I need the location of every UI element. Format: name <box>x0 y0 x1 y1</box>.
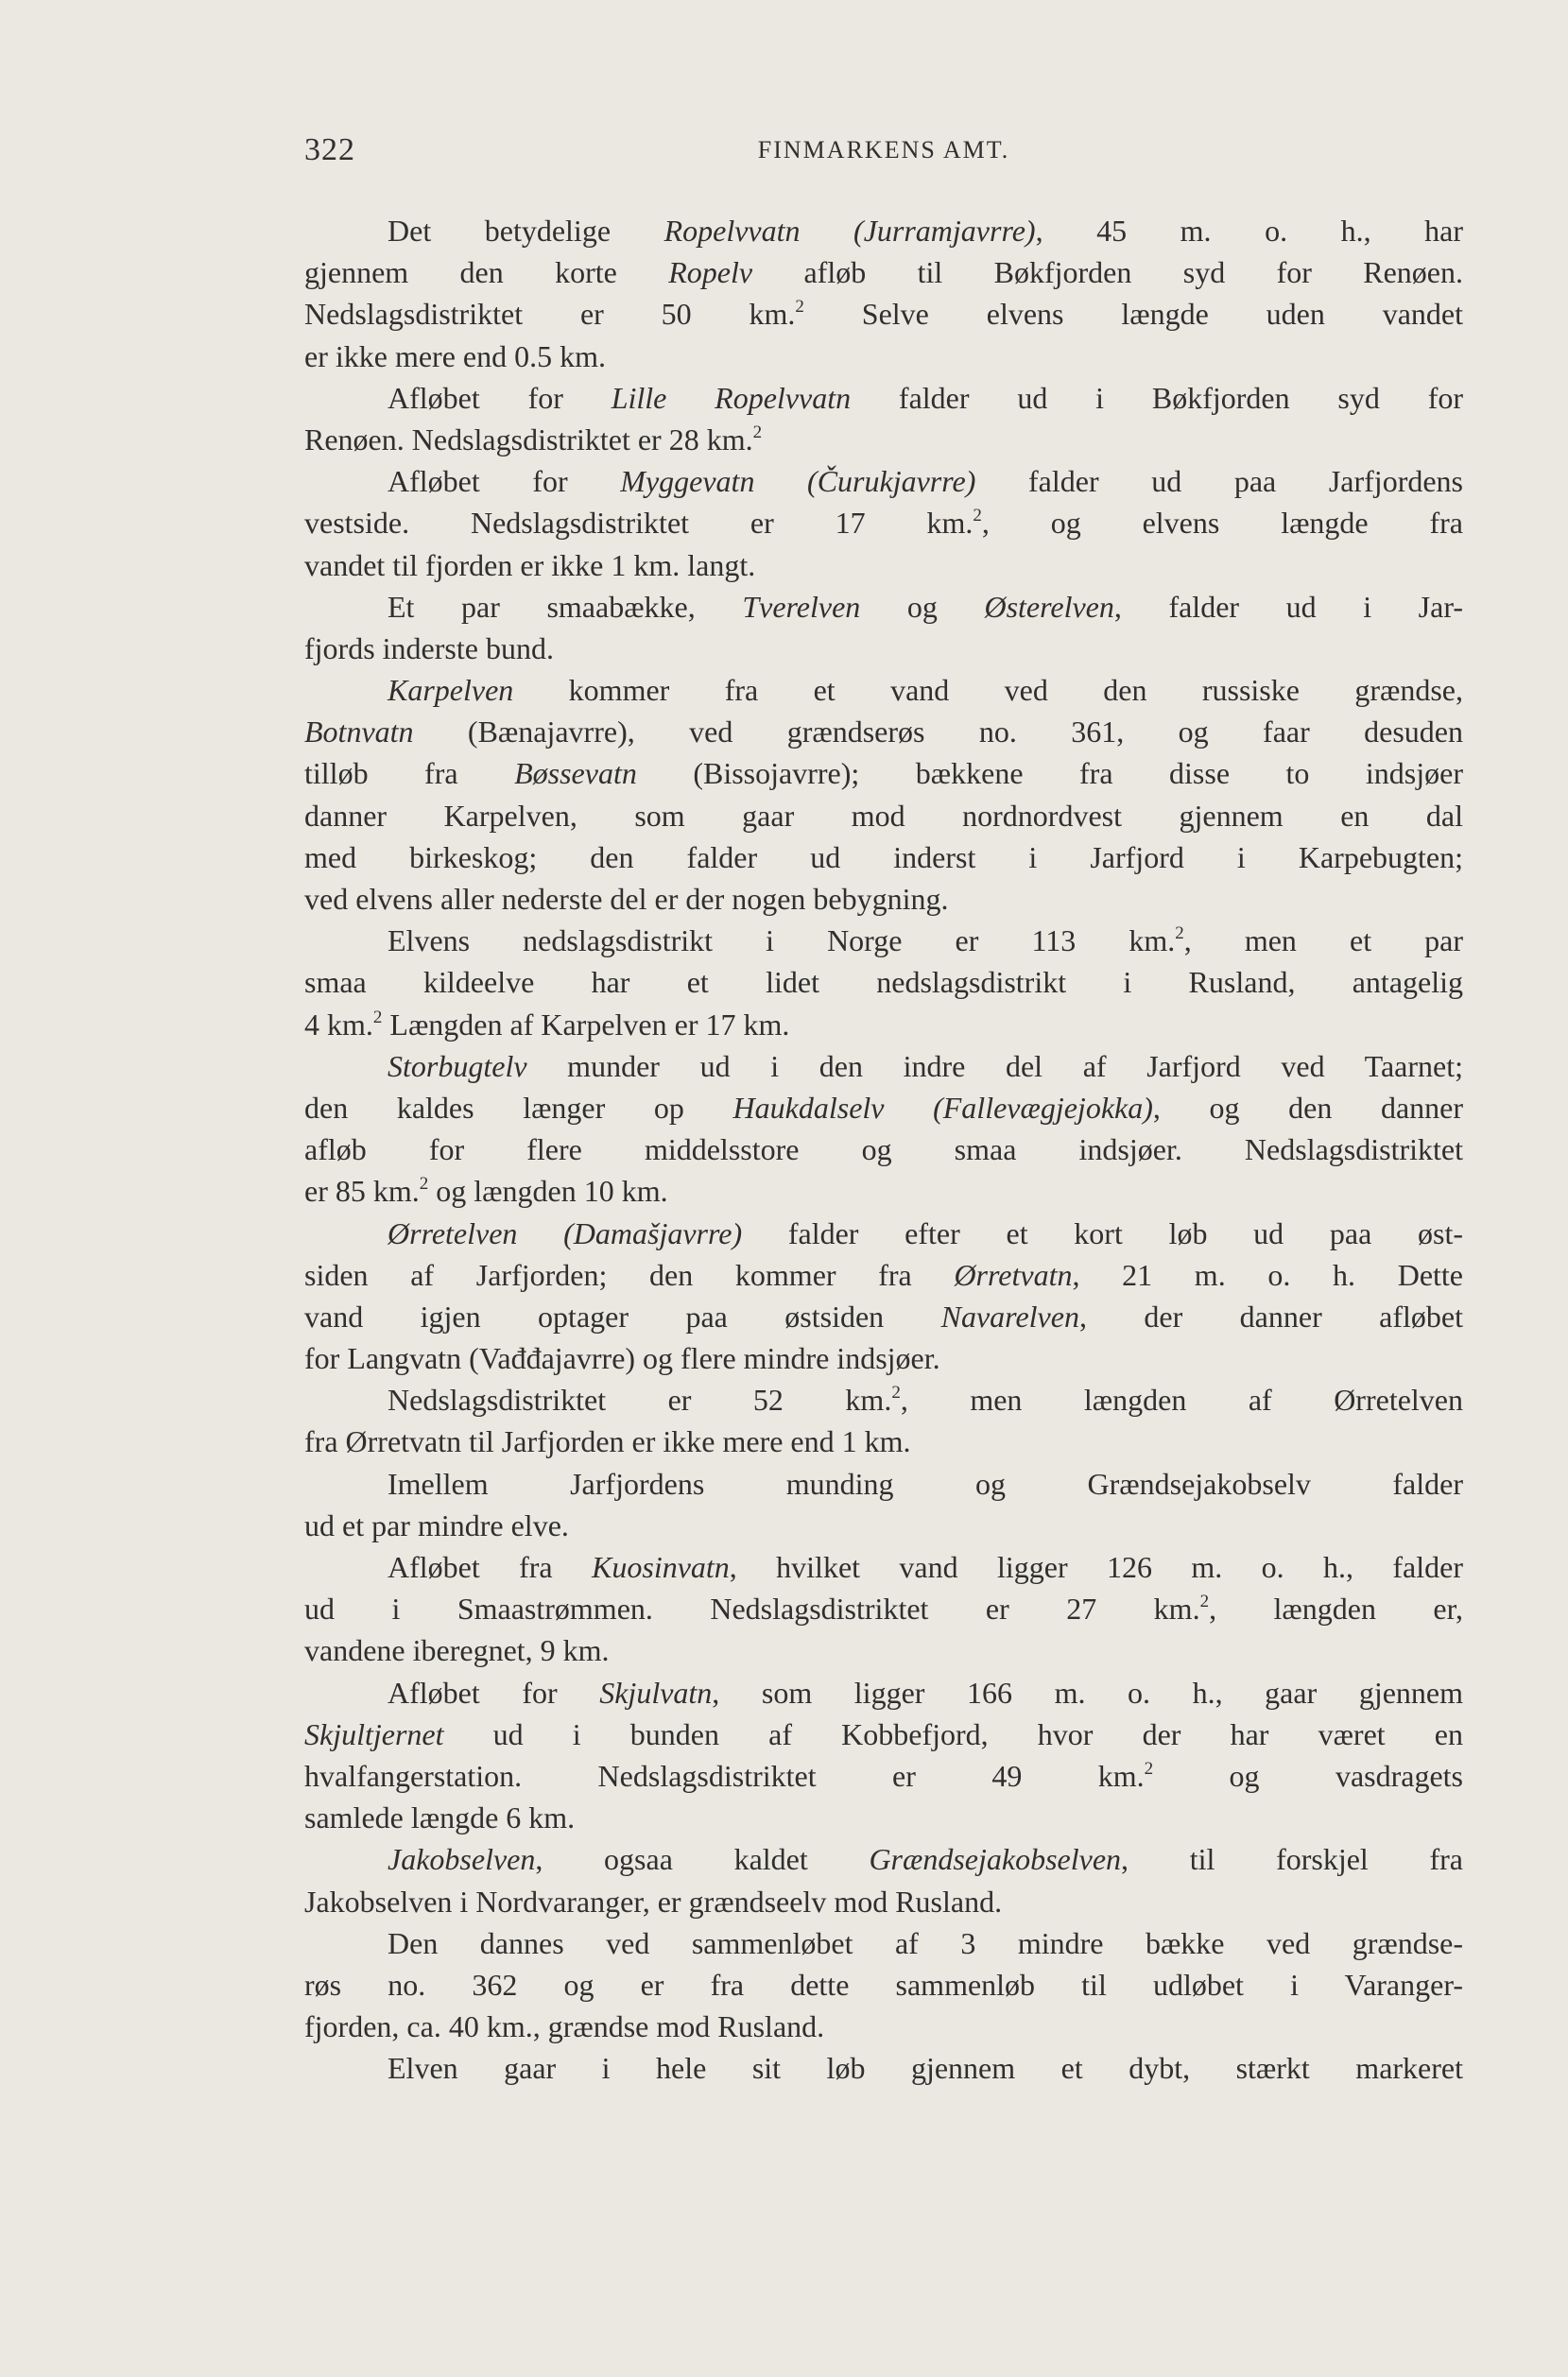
text-segment: fra Ørretvatn til Jarfjorden er ikke mere end 1 km. <box>304 1424 911 1459</box>
italic-name: Ropelvvatn (Jurramjavrre) <box>663 214 1036 248</box>
text-line <box>304 1379 1463 1421</box>
text-segment: vandene iberegnet, 9 km. <box>304 1633 610 1668</box>
text-line <box>304 419 1463 460</box>
text-segment: Afløbet for <box>388 464 621 499</box>
text-line <box>304 1505 1463 1546</box>
text-segment: Afløbet fra <box>388 1550 593 1584</box>
text-segment: danner Karpelven, som gaar mod nordnordvest gjennem en dal <box>304 798 1463 833</box>
italic-name: Navarelven <box>940 1299 1079 1334</box>
text-segment: falder ud paa Jarfjordens <box>975 464 1463 499</box>
superscript: 2 <box>372 1007 383 1027</box>
italic-name: Tverelven <box>742 589 861 624</box>
text-segment: ved elvens aller nederste del er der nogen bebygning. <box>304 882 949 916</box>
text-line <box>304 210 1463 251</box>
text-segment: samlede længde 6 km. <box>304 1800 576 1835</box>
italic-name: Jakobselven <box>388 1842 536 1877</box>
text-segment: , som ligger 166 m. o. h., gaar gjennem <box>712 1675 1464 1710</box>
text-segment: gjennem den korte <box>304 255 669 290</box>
text-segment: med birkeskog; den falder ud inderst i Jarfjord i Karpebugten; <box>304 839 1463 874</box>
text-line <box>304 1004 1463 1045</box>
text-line <box>304 2047 1463 2089</box>
text-segment: den kaldes længer op <box>304 1090 733 1125</box>
text-segment: ud i bunden af Kobbefjord, hvor der har været en <box>443 1716 1463 1751</box>
text-segment: for Langvatn (Vađđajavrre) og flere mindre indsjøer. <box>304 1341 940 1376</box>
text-segment: ud i Smaastrømmen. Nedslagsdistriktet er 27 km. <box>304 1592 1200 1627</box>
text-line <box>304 1463 1463 1505</box>
text-segment: Elven gaar i hele sit løb gjennem et dybt, stærkt markeret <box>388 2051 1463 2086</box>
italic-name: Ørretelven (Damašjavrre) <box>388 1215 743 1250</box>
text-segment: Nedslagsdistriktet er 52 km. <box>388 1383 892 1418</box>
text-line <box>304 1672 1463 1714</box>
italic-name: Ørretvatn <box>954 1257 1073 1292</box>
italic-name: Skjultjernet <box>304 1716 444 1751</box>
text-segment: Selve elvens længde uden vandet <box>803 297 1464 332</box>
text-segment: Jakobselven i Nordvaranger, er grændseelv mod Rusland. <box>304 1884 1003 1919</box>
text-line <box>304 1337 1463 1379</box>
text-segment: Nedslagsdistriktet er 50 km. <box>304 297 796 332</box>
text-line <box>304 2006 1463 2047</box>
italic-name: Kuosinvatn <box>592 1550 730 1584</box>
text-line <box>304 711 1463 752</box>
text-segment: vestside. Nedslagsdistriktet er 17 km. <box>304 506 974 541</box>
text-segment: er ikke mere end 0.5 km. <box>304 338 606 373</box>
text-line <box>304 1881 1463 1922</box>
italic-name: Grændsejakobselven <box>869 1842 1122 1877</box>
text-line <box>304 669 1463 711</box>
text-segment: tilløb fra <box>304 756 515 791</box>
text-segment: , til forskjel fra <box>1121 1842 1464 1877</box>
text-segment: (Bænajavrre), ved grændserøs no. 361, og faar desuden <box>413 715 1463 749</box>
text-line <box>304 1922 1463 1964</box>
text-line <box>304 752 1463 794</box>
italic-name: Storbugtelv <box>388 1048 527 1083</box>
text-segment: , men et par <box>1183 923 1464 958</box>
text-segment: falder ud i Bøkfjorden syd for <box>851 380 1463 415</box>
text-line <box>304 336 1463 377</box>
text-segment: Afløbet for <box>388 380 612 415</box>
text-line <box>304 1714 1463 1755</box>
text-segment: og <box>860 589 985 624</box>
italic-name: Botnvatn <box>304 715 414 749</box>
text-segment: , hvilket vand ligger 126 m. o. h., falder <box>729 1550 1464 1584</box>
text-segment: Den dannes ved sammenløbet af 3 mindre bække ved grændse- <box>388 1925 1463 1960</box>
text-line <box>304 1087 1463 1128</box>
text-line <box>304 1838 1463 1880</box>
text-segment: afløb for flere middelsstore og smaa indsjøer. Nedslagsdistriktet <box>304 1132 1463 1167</box>
italic-name: Myggevatn (Čurukjavrre) <box>620 464 976 499</box>
text-line <box>304 1213 1463 1254</box>
text-segment: kommer fra et vand ved den russiske grændse, <box>513 673 1463 708</box>
text-line <box>304 1045 1463 1087</box>
text-segment: fjorden, ca. 40 km., grændse mod Rusland. <box>304 2009 825 2044</box>
italic-name: Karpelven <box>388 673 514 708</box>
italic-name: Lille Ropelvvatn <box>611 380 852 415</box>
italic-name: Ropelv <box>668 255 753 290</box>
page-number: 322 <box>304 132 355 167</box>
text-segment: , der danner afløbet <box>1078 1299 1464 1334</box>
page-header <box>304 132 1463 170</box>
body-text <box>304 210 1463 2089</box>
text-segment: og længden 10 km. <box>428 1174 668 1209</box>
text-segment: vand igjen optager paa østsiden <box>304 1299 941 1334</box>
text-segment: falder efter et kort løb ud paa øst- <box>742 1215 1464 1250</box>
text-segment: fjords inderste bund. <box>304 630 554 665</box>
text-line <box>304 460 1463 502</box>
text-line <box>304 1629 1463 1671</box>
running-title: FINMARKENS AMT. <box>757 136 1010 164</box>
text-segment: røs no. 362 og er fra dette sammenløb til udløbet i Varanger- <box>304 1967 1463 2002</box>
text-segment: 4 km. <box>304 1007 373 1042</box>
text-line <box>304 1170 1463 1212</box>
text-line <box>304 836 1463 878</box>
text-line <box>304 878 1463 920</box>
text-line <box>304 586 1463 628</box>
text-segment: , længden er, <box>1209 1592 1463 1627</box>
text-line <box>304 377 1463 419</box>
superscript: 2 <box>419 1174 429 1195</box>
text-line <box>304 293 1463 335</box>
text-segment: , og elvens længde fra <box>981 506 1463 541</box>
italic-name: Bøssevatn <box>514 756 637 791</box>
text-segment: , og den danner <box>1152 1090 1464 1125</box>
text-line <box>304 795 1463 836</box>
text-segment: Renøen. Nedslagsdistriktet er 28 km. <box>304 422 753 456</box>
text-line <box>304 1296 1463 1337</box>
text-line <box>304 1964 1463 2006</box>
text-segment: vandet til fjorden er ikke 1 km. langt. <box>304 547 756 582</box>
text-segment: , men længden af Ørretelven <box>900 1383 1464 1418</box>
text-segment: og vasdragets <box>1153 1758 1464 1793</box>
superscript: 2 <box>1199 1592 1210 1612</box>
italic-name: Haukdalselv (Fallevægjejokka) <box>732 1090 1153 1125</box>
text-segment: Længden af Karpelven er 17 km. <box>382 1007 790 1042</box>
text-segment: Det betydelige <box>388 214 664 248</box>
text-segment: , ogsaa kaldet <box>535 1842 870 1877</box>
text-segment: Imellem Jarfjordens munding og Grændsejakobselv falder <box>388 1466 1463 1501</box>
text-segment: Et par smaabække, <box>388 589 743 624</box>
text-line <box>304 1421 1463 1462</box>
text-line <box>304 502 1463 543</box>
superscript: 2 <box>1144 1758 1154 1779</box>
text-line <box>304 628 1463 669</box>
superscript: 2 <box>1175 923 1184 944</box>
superscript: 2 <box>891 1383 901 1404</box>
text-line <box>304 1546 1463 1588</box>
text-segment: ud et par mindre elve. <box>304 1507 569 1542</box>
text-segment: afløb til Bøkfjorden syd for Renøen. <box>752 255 1463 290</box>
text-line <box>304 920 1463 961</box>
text-segment: , 45 m. o. h., har <box>1035 214 1464 248</box>
text-segment: hvalfangerstation. Nedslagsdistriktet er 49 km. <box>304 1758 1145 1793</box>
text-segment: Elvens nedslagsdistrikt i Norge er 113 km. <box>388 923 1176 958</box>
text-line <box>304 961 1463 1003</box>
text-segment: er 85 km. <box>304 1174 420 1209</box>
text-segment: , falder ud i Jar- <box>1113 589 1464 624</box>
text-segment: (Bissojavrre); bækkene fra disse to indsjøer <box>636 756 1464 791</box>
italic-name: Skjulvatn <box>599 1675 713 1710</box>
superscript: 2 <box>795 297 804 318</box>
text-line <box>304 544 1463 586</box>
text-line <box>304 1588 1463 1629</box>
superscript: 2 <box>973 506 982 526</box>
text-line <box>304 1797 1463 1838</box>
text-line <box>304 251 1463 293</box>
text-line <box>304 1254 1463 1296</box>
text-line <box>304 1755 1463 1797</box>
text-segment: smaa kildeelve har et lidet nedslagsdistrikt i Rusland, antagelig <box>304 965 1463 1000</box>
text-segment: munder ud i den indre del af Jarfjord ved Taarnet; <box>526 1048 1463 1083</box>
superscript: 2 <box>752 422 763 442</box>
text-line <box>304 1128 1463 1170</box>
text-segment: , 21 m. o. h. Dette <box>1072 1257 1464 1292</box>
italic-name: Østerelven <box>984 589 1114 624</box>
text-segment: Afløbet for <box>388 1675 600 1710</box>
text-segment: siden af Jarfjorden; den kommer fra <box>304 1257 955 1292</box>
